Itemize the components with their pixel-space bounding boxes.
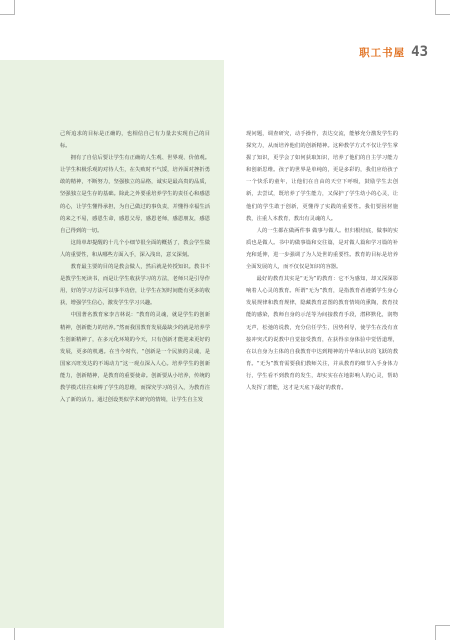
crop-mark-bottom-right [435, 625, 450, 640]
paragraph: 拥有了自信后要让学生有正确的人生观、世界观、价值观。让学生积极乐观的对待人生，在失败时不气馁，培养面对挫折勇敢的精神，不断努力，坚强独立的品格，诚实是最高贵的品质，坚强独立是生存的基础。除此之外要重培养学生的责任心和感恩的心，让学生懂得承担，为自己做过的事负责，并懂得幸福生活的来之不易，感恩生命，感恩父母，感恩老师，感恩朋友，感恩自己得到的一切。 [60, 155, 210, 234]
left-text-column [60, 128, 210, 406]
crop-mark-top-right [435, 0, 450, 15]
paragraph: 最好的教育其实是“无为”的教育：它不为感知，却又深深影响着人心灵的教育。所谓“无为”教育，是指教育者遵循学生身心发展规律和教育规律，隐藏教育意图的教育情境的熏陶，教育技能的感染，教师自身的示范等为间接教育手段，潜移默化，润物无声，松弛的说教，充分信任学生，因势利导，使学生在没有直接冲突式的说教中自觉接受教育，在获得亲身体验中觉悟道理，在以自身为主体的自我教育中达到精神的升华和认识的飞跃的教育。“无为”教育需要我们教师关注，并从教育的细节入手身体力行，学生看不到教育的发生，却实实在在地影响人的心灵，帮助人发挥了潜能，这才是天底下最好的教育。 [246, 276, 398, 391]
paragraph: 教育最主要的目的是教会做人，然后就是传授知识。教书不是教学生死读书，而是让学生收获学习的方法，老师只是引导作用，好的学习方法可以事半功倍，让学生在短时间能有更多的收获，增强学生信心，激发学生学习兴趣。 [60, 264, 210, 307]
paragraph: 人的一生都在做两件事 做事与做人。但归根结底，做事的实质也是做人。书中的做事篇和交往篇，是对做人篇和学习篇的补充和延伸，进一步强调了为人处世的重要性。教育的目标是培养全面发展的人，而不仅仅是知识的容器。 [246, 227, 398, 271]
paragraph: 中国著名教育家李吉林说：“教育的灵魂，就是学生的创新精神，创新能力的培养。”然而我国教育发展最缺少的就是培养学生创新精神了，在多元化环境的今天，只有创新才能迎来更好的发展，更多的机遇。在当今时代，“创新是一个民族的灵魂，是国家兴旺发达的不竭动力”这一观点深入人心。培养学生的创新能力，创新精神，是教育的重要使命。创新要从小培养，传统的教学模式往往束缚了学生的思维，而探究学习的引入，为教育注入了新的活力。通过创设类似学术研究的情境，让学生自主发 [60, 312, 210, 404]
page-number: 43 [411, 44, 428, 60]
right-text-column [246, 128, 398, 394]
paragraph: 这简单却提醒的十几个小细节很全面的概括了，教会学生做人的重要性，和从哪些方面入手，深入浅出，意义深刻。 [60, 239, 210, 258]
book-title: 职工书屋 [359, 47, 406, 59]
page-header [359, 44, 428, 60]
paragraph: 己所追求的目标是正确的，也相信自己有力量去实现自己的目标。 [60, 131, 210, 150]
crop-mark-top-left [0, 0, 15, 15]
paragraph: 现问题，调查研究，动手操作，表达交流，能够充分激发学生的探究力，从而培养他们的创新精神。这种教学方式不仅让学生掌握了知识，更学会了如何获取知识，培养了他们的自主学习能力和创新思维。孩子的世界是单纯的，更是多彩的，我们应给孩子一个快乐的童年，让他们在自由的天空下呼吸，鼓励学生去创新，去尝试，既培养了学生能力，又保护了学生幼小的心灵，让他们的学生敢于创新，更懂得了实践的重要性。我们要因材施教，注重人本教育，教出有灵魂的人。 [246, 131, 398, 222]
